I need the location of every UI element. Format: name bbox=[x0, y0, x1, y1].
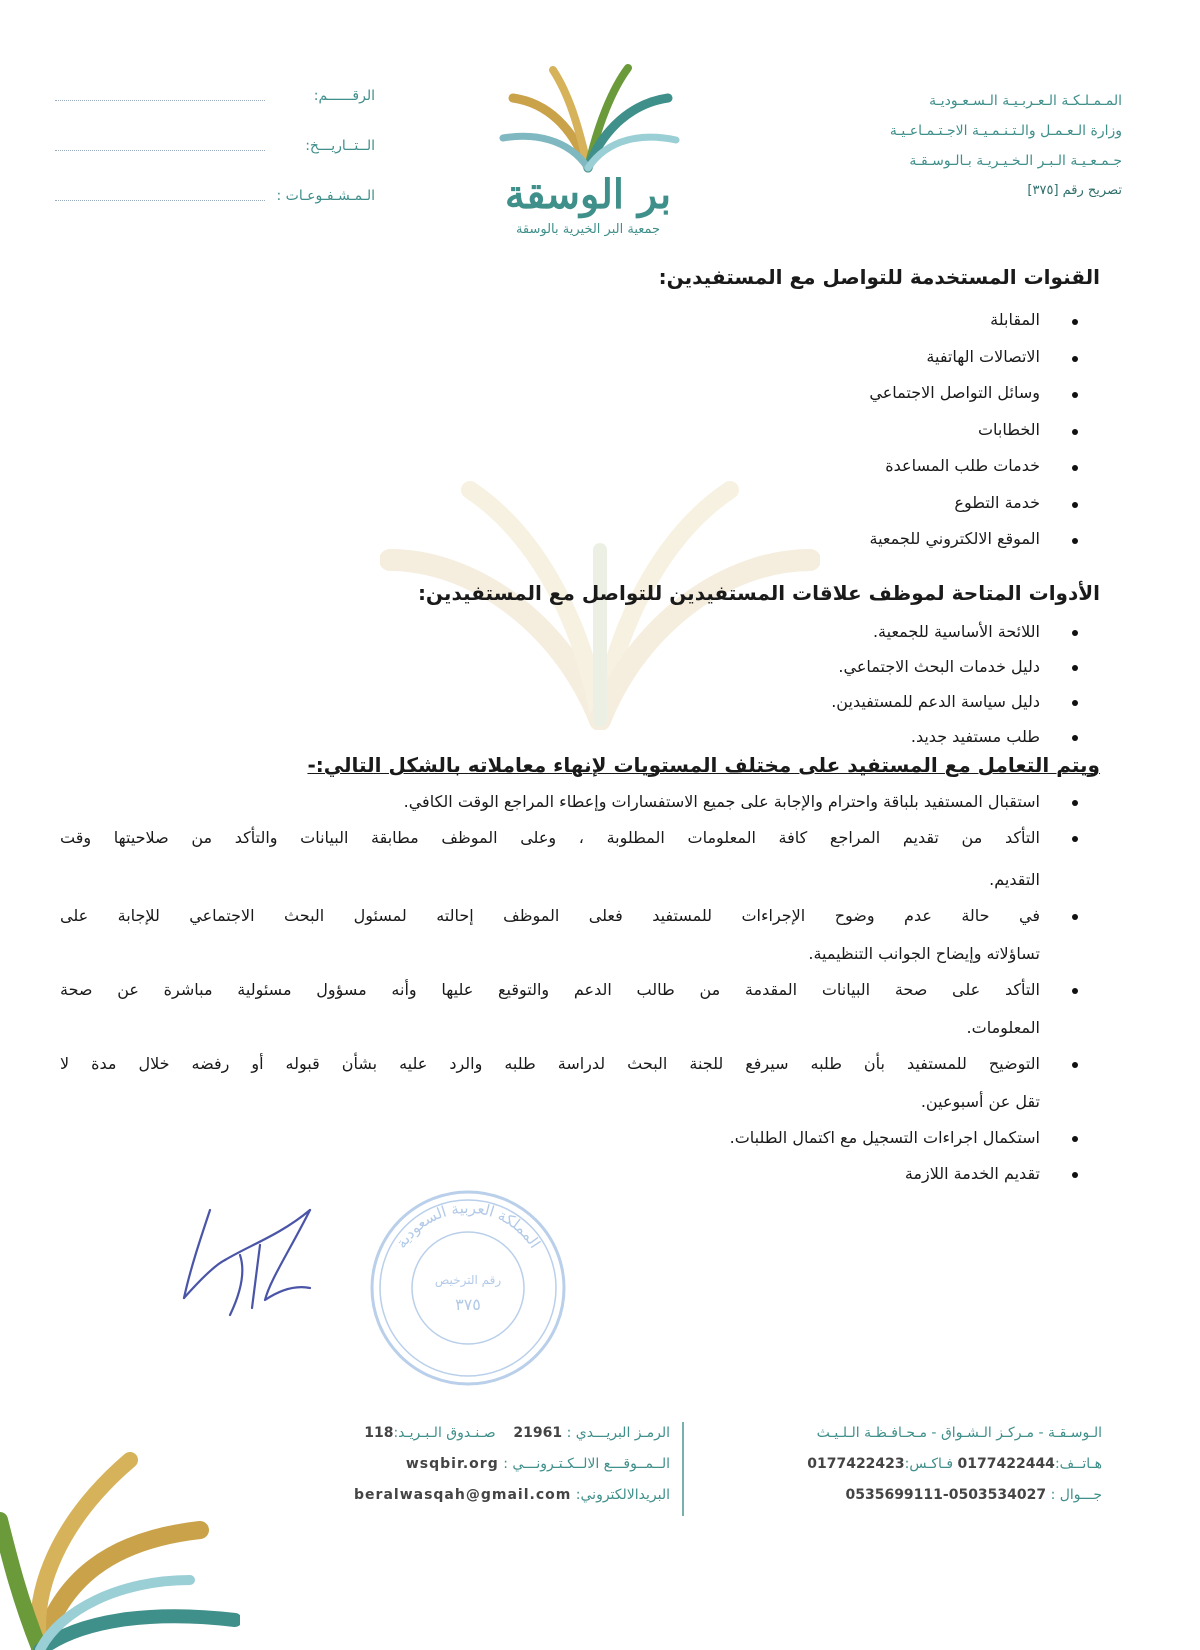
list-item: طلب مستفيد جديد. bbox=[60, 719, 1100, 754]
attachments-label: الـمـشـفـوعـات : bbox=[276, 188, 375, 204]
list-item: المقابلة bbox=[60, 302, 1100, 339]
phone-number: 0177422444 bbox=[957, 1456, 1055, 1472]
item-text: استقبال المستفيد بلباقة واحترام والإجابة على جميع الاستفسارات وإعطاء المراجع الوقت الكافي. bbox=[403, 791, 1040, 811]
item-text-continued: تقل عن أسبوعين. bbox=[920, 1091, 1040, 1111]
permit-number: تصريح رقم [٣٧٥] bbox=[1027, 183, 1122, 198]
date-field bbox=[55, 138, 375, 188]
list-item bbox=[60, 1046, 1100, 1120]
channels-list bbox=[60, 302, 1100, 558]
footer-postal-line: الرمـز البريـــدي : 21961 صـنـدوق الـبـريـد:118 bbox=[364, 1425, 670, 1441]
postal-code: 21961 bbox=[513, 1425, 563, 1441]
date-label: الــتــاريـــخ: bbox=[305, 138, 375, 154]
tools-list bbox=[60, 614, 1100, 754]
tools-heading: الأدوات المتاحة لموظف علاقات المستفيدين للتواصل مع المستفيدين: bbox=[417, 580, 1100, 605]
handling-list bbox=[60, 784, 1100, 1192]
list-item: الخطابات bbox=[60, 412, 1100, 449]
letter-body bbox=[60, 260, 1100, 1192]
footer-mobile-line: جـــوال : 0535699111-0503534027 bbox=[845, 1487, 1102, 1503]
item-text: التأكد على صحة البيانات المقدمة من طالب الدعم والتوقيع عليها وأنه مسؤول مسئولية مباشرة عن صحة bbox=[60, 979, 1040, 999]
ministry-line: وزارة الـعـمـل والـتـنـمـيـة الاجـتـمـاعـيـة bbox=[889, 123, 1122, 139]
footer-contact bbox=[702, 1418, 1102, 1511]
footer-postal bbox=[240, 1418, 670, 1511]
list-item: الاتصالات الهاتفية bbox=[60, 339, 1100, 376]
letter-footer bbox=[0, 1418, 1200, 1528]
list-item: خدمات طلب المساعدة bbox=[60, 448, 1100, 485]
item-text: تقديم الخدمة اللازمة bbox=[904, 1163, 1040, 1183]
list-item: دليل سياسة الدعم للمستفيدين. bbox=[60, 684, 1100, 719]
footer-address: الـوسـقـة - مـركـز الـشـواق - مـحـافـظـة الـلـيـث bbox=[816, 1425, 1102, 1441]
seal-number: ٣٧٥ bbox=[455, 1295, 481, 1314]
letterhead-issuer bbox=[792, 86, 1122, 206]
date-dotted-line bbox=[55, 150, 265, 151]
seal-outer-text: المملكة العربية السعودية bbox=[392, 1198, 545, 1252]
handwritten-signature bbox=[170, 1190, 330, 1320]
email-link[interactable]: beralwasqah@gmail.com bbox=[354, 1487, 572, 1503]
official-seal bbox=[368, 1188, 568, 1388]
reference-fields bbox=[55, 88, 375, 238]
footer-email-line: البريدالالكتروني: beralwasqah@gmail.com bbox=[354, 1487, 670, 1503]
footer-phone-line: هـاتــف:0177422444 فـاكـس:0177422423 bbox=[807, 1456, 1102, 1472]
footer-website-line: الــمــوقـــع الالــكـتـرونـــي : wsqbir.org bbox=[405, 1456, 670, 1472]
item-text-continued: تساؤلاته وإيضاح الجوانب التنظيمية. bbox=[808, 943, 1040, 963]
logo-subtitle: جمعية البر الخيرية بالوسقة bbox=[515, 222, 661, 237]
list-item bbox=[60, 1156, 1100, 1192]
item-text: التوضيح للمستفيد بأن طلبه سيرفع للجنة البحث لدراسة طلبه والرد عليه بشأن قبوله أو رفضه خلال مدة لا bbox=[60, 1053, 1040, 1073]
handling-heading: ويتم التعامل مع المستفيد على مختلف المستويات لإنهاء معاملاته بالشكل التالي:- bbox=[307, 752, 1100, 777]
item-text-continued: التقديم. bbox=[989, 869, 1040, 889]
attachments-field bbox=[55, 188, 375, 238]
number-dotted-line bbox=[55, 100, 265, 101]
list-item: خدمة التطوع bbox=[60, 485, 1100, 522]
seal-inner-text: رقم الترخيص bbox=[434, 1273, 502, 1287]
association-line: جـمـعـيـة الـبـر الـخـيـريـة بـالـوسـقـة bbox=[909, 153, 1122, 169]
kingdom-line: المـمـلـكـة الـعـربـيـة الـسـعـوديـة bbox=[929, 93, 1122, 109]
logo-wordmark: بر الوسقة bbox=[504, 171, 672, 218]
list-item: الموقع الالكتروني للجمعية bbox=[60, 521, 1100, 558]
list-item bbox=[60, 898, 1100, 972]
mobile-number: 0535699111-0503534027 bbox=[845, 1487, 1047, 1503]
list-item bbox=[60, 784, 1100, 820]
channels-heading: القنوات المستخدمة للتواصل مع المستفيدين: bbox=[658, 265, 1100, 289]
item-text-continued: المعلومات. bbox=[966, 1017, 1040, 1037]
list-item: وسائل التواصل الاجتماعي bbox=[60, 375, 1100, 412]
number-label: الرقــــــم: bbox=[313, 88, 375, 104]
footer-divider bbox=[682, 1422, 684, 1516]
item-text: في حالة عدم وضوح الإجراءات للمستفيد فعلى الموظف إحالته لمسئول البحث الاجتماعي للإجابة على bbox=[60, 905, 1040, 925]
list-item bbox=[60, 1120, 1100, 1156]
list-item bbox=[60, 820, 1100, 898]
attachments-dotted-line bbox=[55, 200, 265, 201]
website-link[interactable]: wsqbir.org bbox=[405, 1456, 499, 1472]
po-box: 118 bbox=[364, 1425, 394, 1441]
list-item: اللائحة الأساسية للجمعية. bbox=[60, 614, 1100, 649]
number-field bbox=[55, 88, 375, 138]
association-logo bbox=[478, 58, 698, 248]
fax-number: 0177422423 bbox=[807, 1456, 905, 1472]
item-text: التأكد من تقديم المراجع كافة المعلومات المطلوبة ، وعلى الموظف مطابقة البيانات والتأكد من صلاحيتها وقت bbox=[60, 827, 1040, 847]
list-item bbox=[60, 972, 1100, 1046]
item-text: استكمال اجراءات التسجيل مع اكتمال الطلبات. bbox=[729, 1127, 1040, 1147]
list-item: دليل خدمات البحث الاجتماعي. bbox=[60, 649, 1100, 684]
